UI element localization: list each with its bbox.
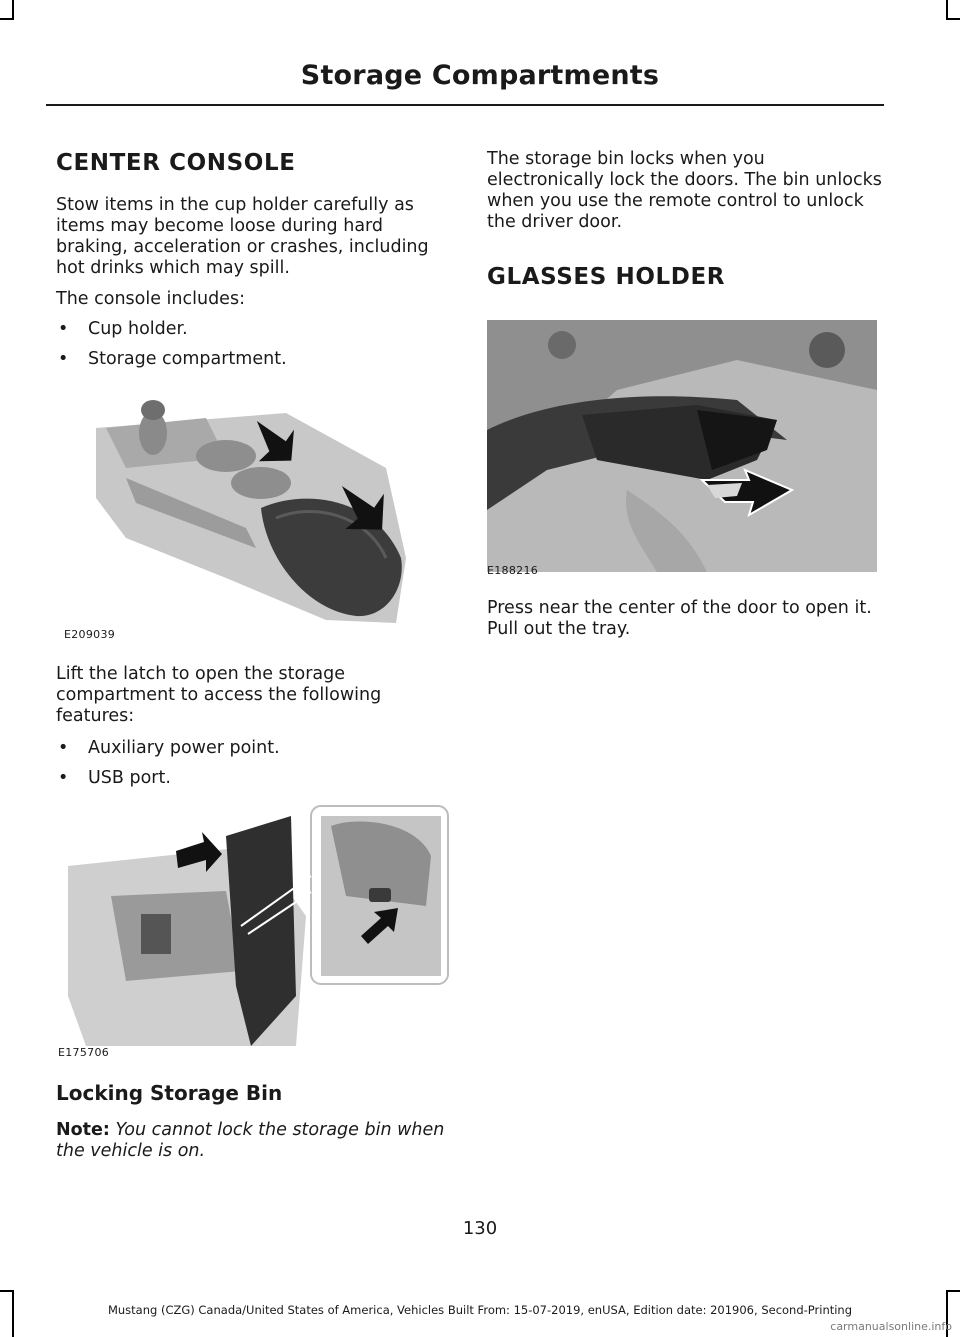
watermark: carmanualsonline.info xyxy=(830,1320,952,1333)
crop-mark-bottom-right-h xyxy=(946,1290,960,1292)
bullet-item xyxy=(56,768,451,789)
latch-paragraph: Lift the latch to open the storage compartment to access the following features: xyxy=(56,664,382,726)
figure-code: E209039 xyxy=(64,628,116,641)
bullet-dot: • xyxy=(58,349,69,369)
crop-mark-bottom-left-h xyxy=(0,1290,14,1292)
bullet-text: Cup holder. xyxy=(88,319,188,339)
page-number: 130 xyxy=(462,1218,498,1239)
crop-mark-top-left-v xyxy=(12,0,14,20)
glasses-paragraph: Press near the center of the door to open it. Pull out the tray. xyxy=(487,598,872,639)
crop-mark-top-right-v xyxy=(946,0,948,20)
bullet-item xyxy=(56,319,451,340)
console-includes-text: The console includes: xyxy=(56,289,245,309)
bullet-item xyxy=(56,738,451,759)
glasses-holder-figure xyxy=(487,320,877,580)
bullet-text: USB port. xyxy=(88,768,171,788)
glasses-holder-heading: GLASSES HOLDER xyxy=(487,264,726,290)
left-column-bottom xyxy=(56,1080,451,1162)
bullet-dot: • xyxy=(58,768,69,788)
note-paragraph xyxy=(56,1120,451,1162)
bullet-dot: • xyxy=(58,738,69,758)
left-column-top xyxy=(56,149,451,370)
storage-compartment-figure xyxy=(56,796,451,1064)
bullet-text: Storage compartment. xyxy=(88,349,287,369)
intro-paragraph: Stow items in the cup holder carefully as items may become loose during hard braking, acceleration or crashes, including hot drinks which may spill. xyxy=(56,195,429,278)
glasses-holder-illustration xyxy=(487,320,877,572)
figure-code: E175706 xyxy=(58,1046,110,1059)
right-column-top xyxy=(487,149,882,291)
figure-code: E188216 xyxy=(487,564,539,577)
crop-mark-top-left-h xyxy=(0,18,14,20)
header-divider xyxy=(46,104,884,106)
center-console-figure xyxy=(56,388,451,646)
bullet-dot: • xyxy=(58,319,69,339)
crop-mark-top-right-h xyxy=(946,18,960,20)
note-label: Note: xyxy=(56,1120,110,1140)
note-text: You cannot lock the storage bin when the vehicle is on. xyxy=(56,1120,445,1161)
center-console-illustration xyxy=(56,388,451,646)
bullet-item xyxy=(56,349,451,370)
storage-compartment-illustration xyxy=(56,796,451,1064)
lock-paragraph: The storage bin locks when you electronically lock the doors. The bin unlocks when you use the remote control to unlock the driver door. xyxy=(487,149,882,232)
left-column-middle xyxy=(56,664,451,789)
locking-storage-bin-heading: Locking Storage Bin xyxy=(56,1081,283,1105)
footer-text: Mustang (CZG) Canada/United States of America, Vehicles Built From: 15-07-2019, enUSA, Edition date: 201906, Second-Printing xyxy=(107,1303,853,1317)
page-title: Storage Compartments xyxy=(300,60,660,91)
center-console-heading: CENTER CONSOLE xyxy=(56,150,296,176)
right-column-bottom xyxy=(487,598,882,640)
bullet-text: Auxiliary power point. xyxy=(88,738,280,758)
